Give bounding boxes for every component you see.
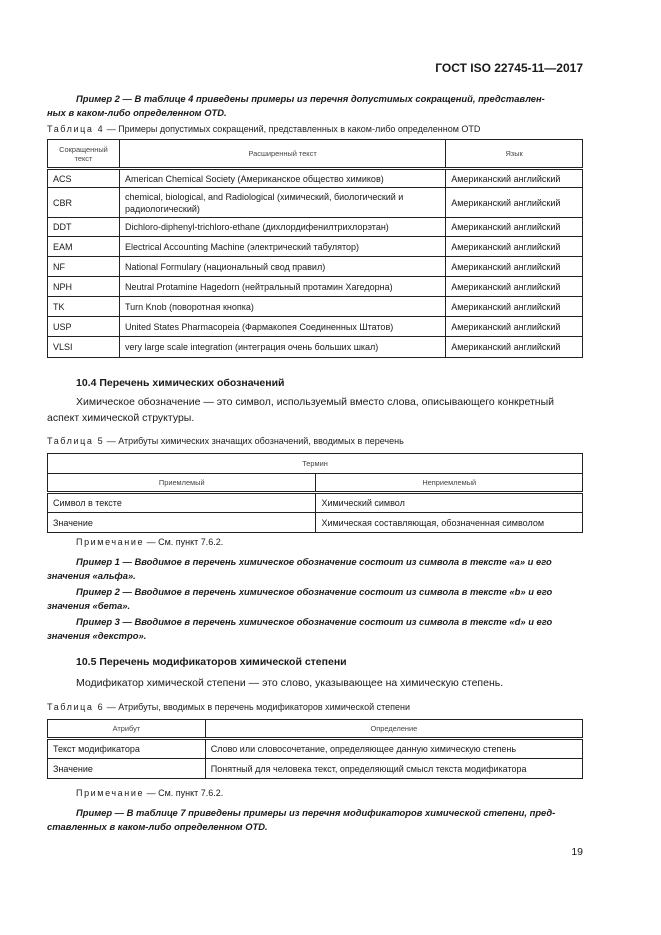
table-row: Значение Химическая составляющая, обозначенная символом	[48, 513, 583, 533]
table4-header-language: Язык	[446, 140, 583, 169]
table4-caption: Таблица 4 — Примеры допустимых сокращений, представленных в каком-либо определенном OTD	[47, 124, 481, 134]
table4-header-short: Сокращенный текст	[48, 140, 120, 169]
table-row: VLSI very large scale integration (интеграция очень больших шкал) Американский английский	[48, 337, 583, 358]
table5-group-header: Термин	[48, 454, 583, 474]
table6-header-definition: Определение	[205, 720, 582, 739]
table6-modifiers	[47, 719, 583, 779]
table6-note: Примечание — См. пункт 7.6.2.	[76, 788, 224, 798]
table-row: Значение Понятный для человека текст, определяющий смысл текста модификатора	[48, 759, 583, 779]
table-row: DDT Dichloro-diphenyl-trichloro-ethane (дихлордифенилтрихлорэтан) Американский английский	[48, 218, 583, 237]
example-3: Пример 3 — Вводимое в перечень химическое обозначение состоит из символа в тексте «d» и его значения «декстро».	[47, 616, 553, 641]
table4-header-expanded: Расширенный текст	[119, 140, 445, 169]
table-row: EAM Electrical Accounting Machine (электрический табулятор) Американский английский	[48, 237, 583, 257]
table6-header-attribute: Атрибут	[48, 720, 206, 739]
page-number: 19	[571, 846, 583, 858]
example-table4-intro: Пример 2 — В таблице 4 приведены примеры из перечня допустимых сокращений, представлен- ных в каком-либо определенном OTD.	[47, 93, 545, 118]
section-10-4-body: Химическое обозначение — это символ, используемый вместо слова, описывающего конкретный аспект химической структуры.	[47, 396, 554, 424]
table6-caption: Таблица 6 — Атрибуты, вводимых в перечень модификаторов химической степени	[47, 702, 411, 712]
table-row: ACS American Chemical Society (Американское общество химиков) Американский английский	[48, 169, 583, 188]
table5-note: Примечание — См. пункт 7.6.2.	[76, 537, 224, 547]
section-10-5-body: Модификатор химической степени — это слово, указывающее на химическую степень.	[76, 677, 504, 689]
section-10-4-heading: 10.4 Перечень химических обозначений	[76, 377, 285, 389]
example-1: Пример 1 — Вводимое в перечень химическое обозначение состоит из символа в тексте «a» и его значения «альфа».	[47, 556, 552, 581]
table5-chemical-symbols	[47, 453, 583, 533]
example-2: Пример 2 — Вводимое в перечень химическое обозначение состоит из символа в тексте «b» и его значения «бета».	[47, 586, 553, 611]
table-row: CBR chemical, biological, and Radiological (химический, биологический и радиологический) Американский английский	[48, 188, 583, 218]
table5-caption: Таблица 5 — Атрибуты химических значащих обозначений, вводимых в перечень	[47, 436, 404, 446]
section-10-5-heading: 10.5 Перечень модификаторов химической степени	[76, 656, 347, 668]
table4-abbreviations	[47, 139, 583, 358]
table-row: TK Turn Knob (поворотная кнопка) Американский английский	[48, 297, 583, 317]
example-table7-intro: Пример — В таблице 7 приведены примеры из перечня модификаторов химической степени, пред- ставленных в каком-либо определенном OTD.	[47, 807, 556, 832]
table5-header-unacceptable: Неприемлемый	[316, 474, 583, 493]
table-row: Текст модификатора Слово или словосочетание, определяющее данную химическую степень	[48, 739, 583, 759]
table-row: Символ в тексте Химический символ	[48, 493, 583, 513]
table-row: NF National Formulary (национальный свод правил) Американский английский	[48, 257, 583, 277]
table-row: USP United States Pharmacopeia (Фармакопея Соединенных Штатов) Американский английский	[48, 317, 583, 337]
table5-header-acceptable: Приемлемый	[48, 474, 316, 493]
table-row: NPH Neutral Protamine Hagedorn (нейтральный протамин Хагедорна) Американский английский	[48, 277, 583, 297]
document-id: ГОСТ ISO 22745-11—2017	[435, 61, 583, 75]
